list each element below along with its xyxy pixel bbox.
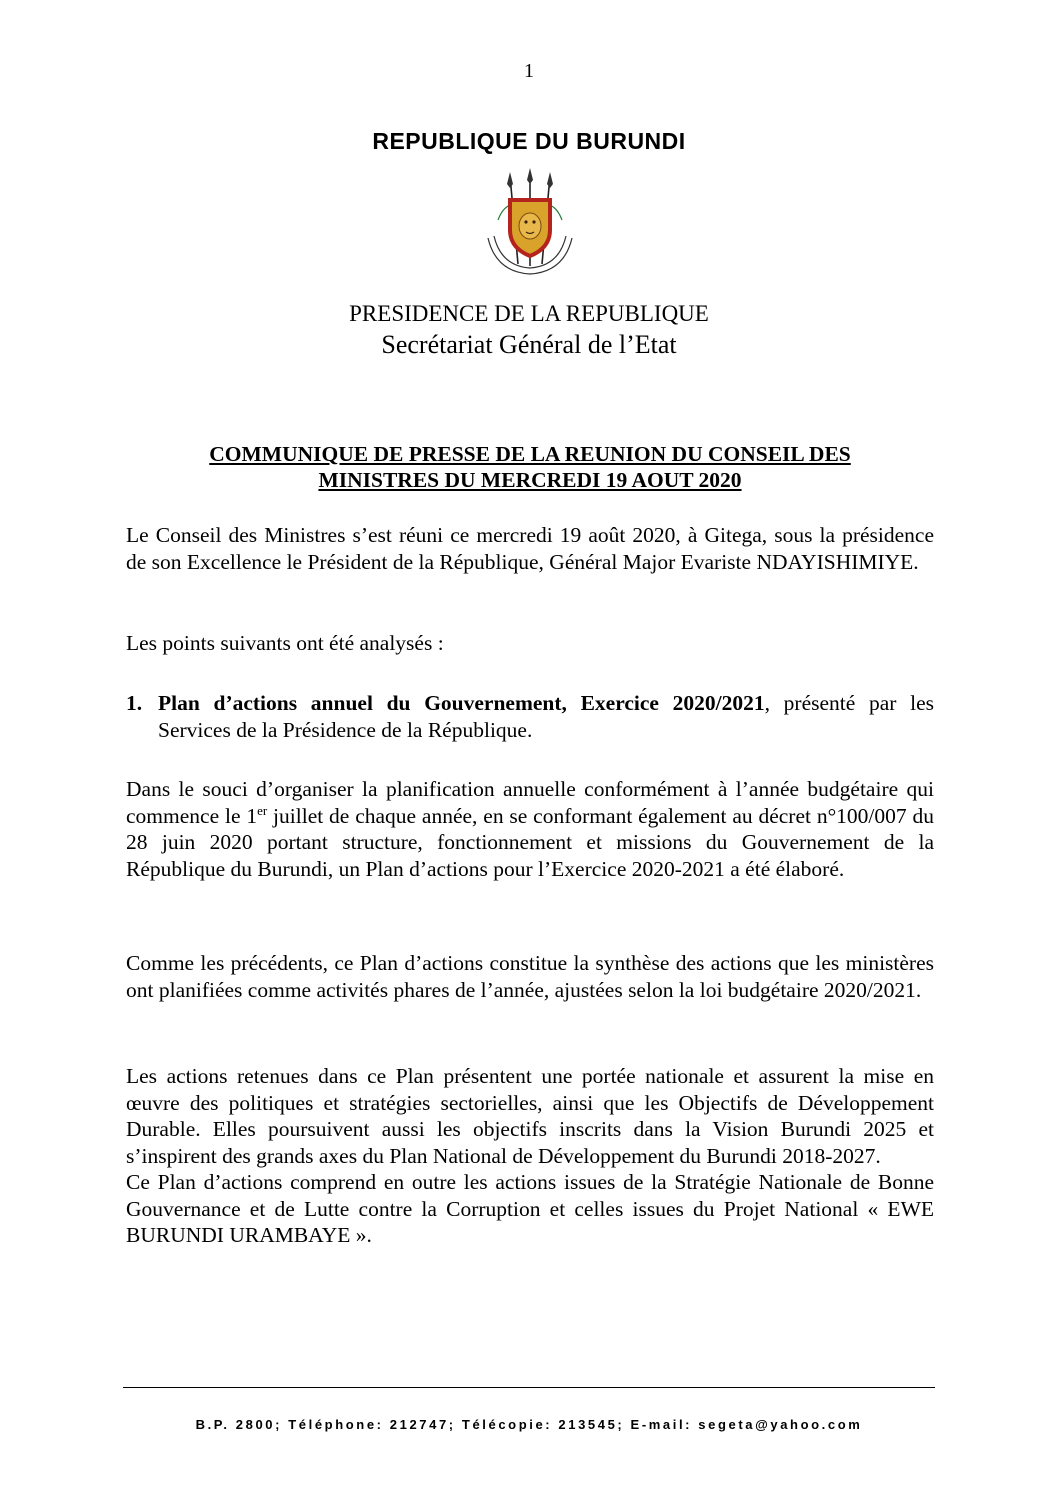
document-title (126, 441, 934, 493)
agenda-item-text (158, 690, 934, 743)
ordinal-superscript: er (257, 802, 268, 818)
actions-text: Les actions retenues dans ce Plan présentent une portée nationale et assurent la mise en œuvre des politiques et stratégies sectorielles, ainsi que les Objectifs de Développement Durable. Elles poursuivent aussi les objectifs inscrits dans la Vision Burundi 2025 et s’inspirent des grands axes du Plan National de Développement du Burundi 2018-2027. (126, 1064, 934, 1168)
page-number: 1 (524, 60, 534, 82)
agenda-item-presenter: , présenté par les Services de la Présidence de la République. (158, 691, 934, 742)
secretariat-heading: Secrétariat Général de l’Etat (381, 330, 677, 359)
points-intro-text: Les points suivants ont été analysés : (126, 631, 444, 655)
footer-contact: B.P. 2800; Téléphone: 212747; Télécopie: 213545; E-mail: segeta@yahoo.com (195, 1417, 863, 1432)
burundi-coat-of-arms-icon (474, 168, 586, 280)
country-heading: REPUBLIQUE DU BURUNDI (372, 128, 686, 154)
agenda-item-title: Plan d’actions annuel du Gouvernement, Exercice 2020/2021 (158, 691, 765, 715)
intro-paragraph (126, 522, 934, 575)
intro-text: Le Conseil des Ministres s’est réuni ce mercredi 19 août 2020, à Gitega, sous la présidence de son Excellence le Président de la République, Général Major Evariste NDAYISHIMIYE. (126, 523, 934, 574)
title-line-2: MINISTRES DU MERCREDI 19 AOUT 2020 (318, 468, 742, 492)
actions-paragraph (126, 1063, 934, 1249)
planning-text-part-2: juillet de chaque année, en se conformant également au décret n°100/007 du 28 juin 2020 portant structure, fonctionnement et missions du Gouvernement de la République du Burundi, un Plan d’actions pour l’Exercice 2020-2021 a été élaboré. (126, 803, 934, 881)
planning-text-part-1: Dans le souci d’organiser la planification annuelle conformément à l’année budgétaire qui commence le 1 (126, 777, 934, 828)
synthesis-paragraph (126, 950, 934, 1003)
footer-divider (123, 1387, 935, 1388)
presidency-heading: PRESIDENCE DE LA REPUBLIQUE (349, 301, 709, 326)
agenda-item-1 (126, 690, 934, 743)
planning-paragraph (126, 776, 934, 882)
planning-text (126, 776, 934, 882)
agenda-item-number: 1. (126, 691, 143, 715)
points-intro-paragraph (126, 630, 934, 657)
title-line-1: COMMUNIQUE DE PRESSE DE LA REUNION DU CONSEIL DES (209, 442, 851, 466)
synthesis-text: Comme les précédents, ce Plan d’actions constitue la synthèse des actions que les ministères ont planifiées comme activités phares de l’année, ajustées selon la loi budgétaire 2020/2021. (126, 951, 934, 1002)
plan-contents-text: Ce Plan d’actions comprend en outre les actions issues de la Stratégie Nationale de Bonne Gouvernance et de Lutte contre la Corruption et celles issues du Projet National « EWE BURUNDI URAMBAYE ». (126, 1170, 934, 1247)
